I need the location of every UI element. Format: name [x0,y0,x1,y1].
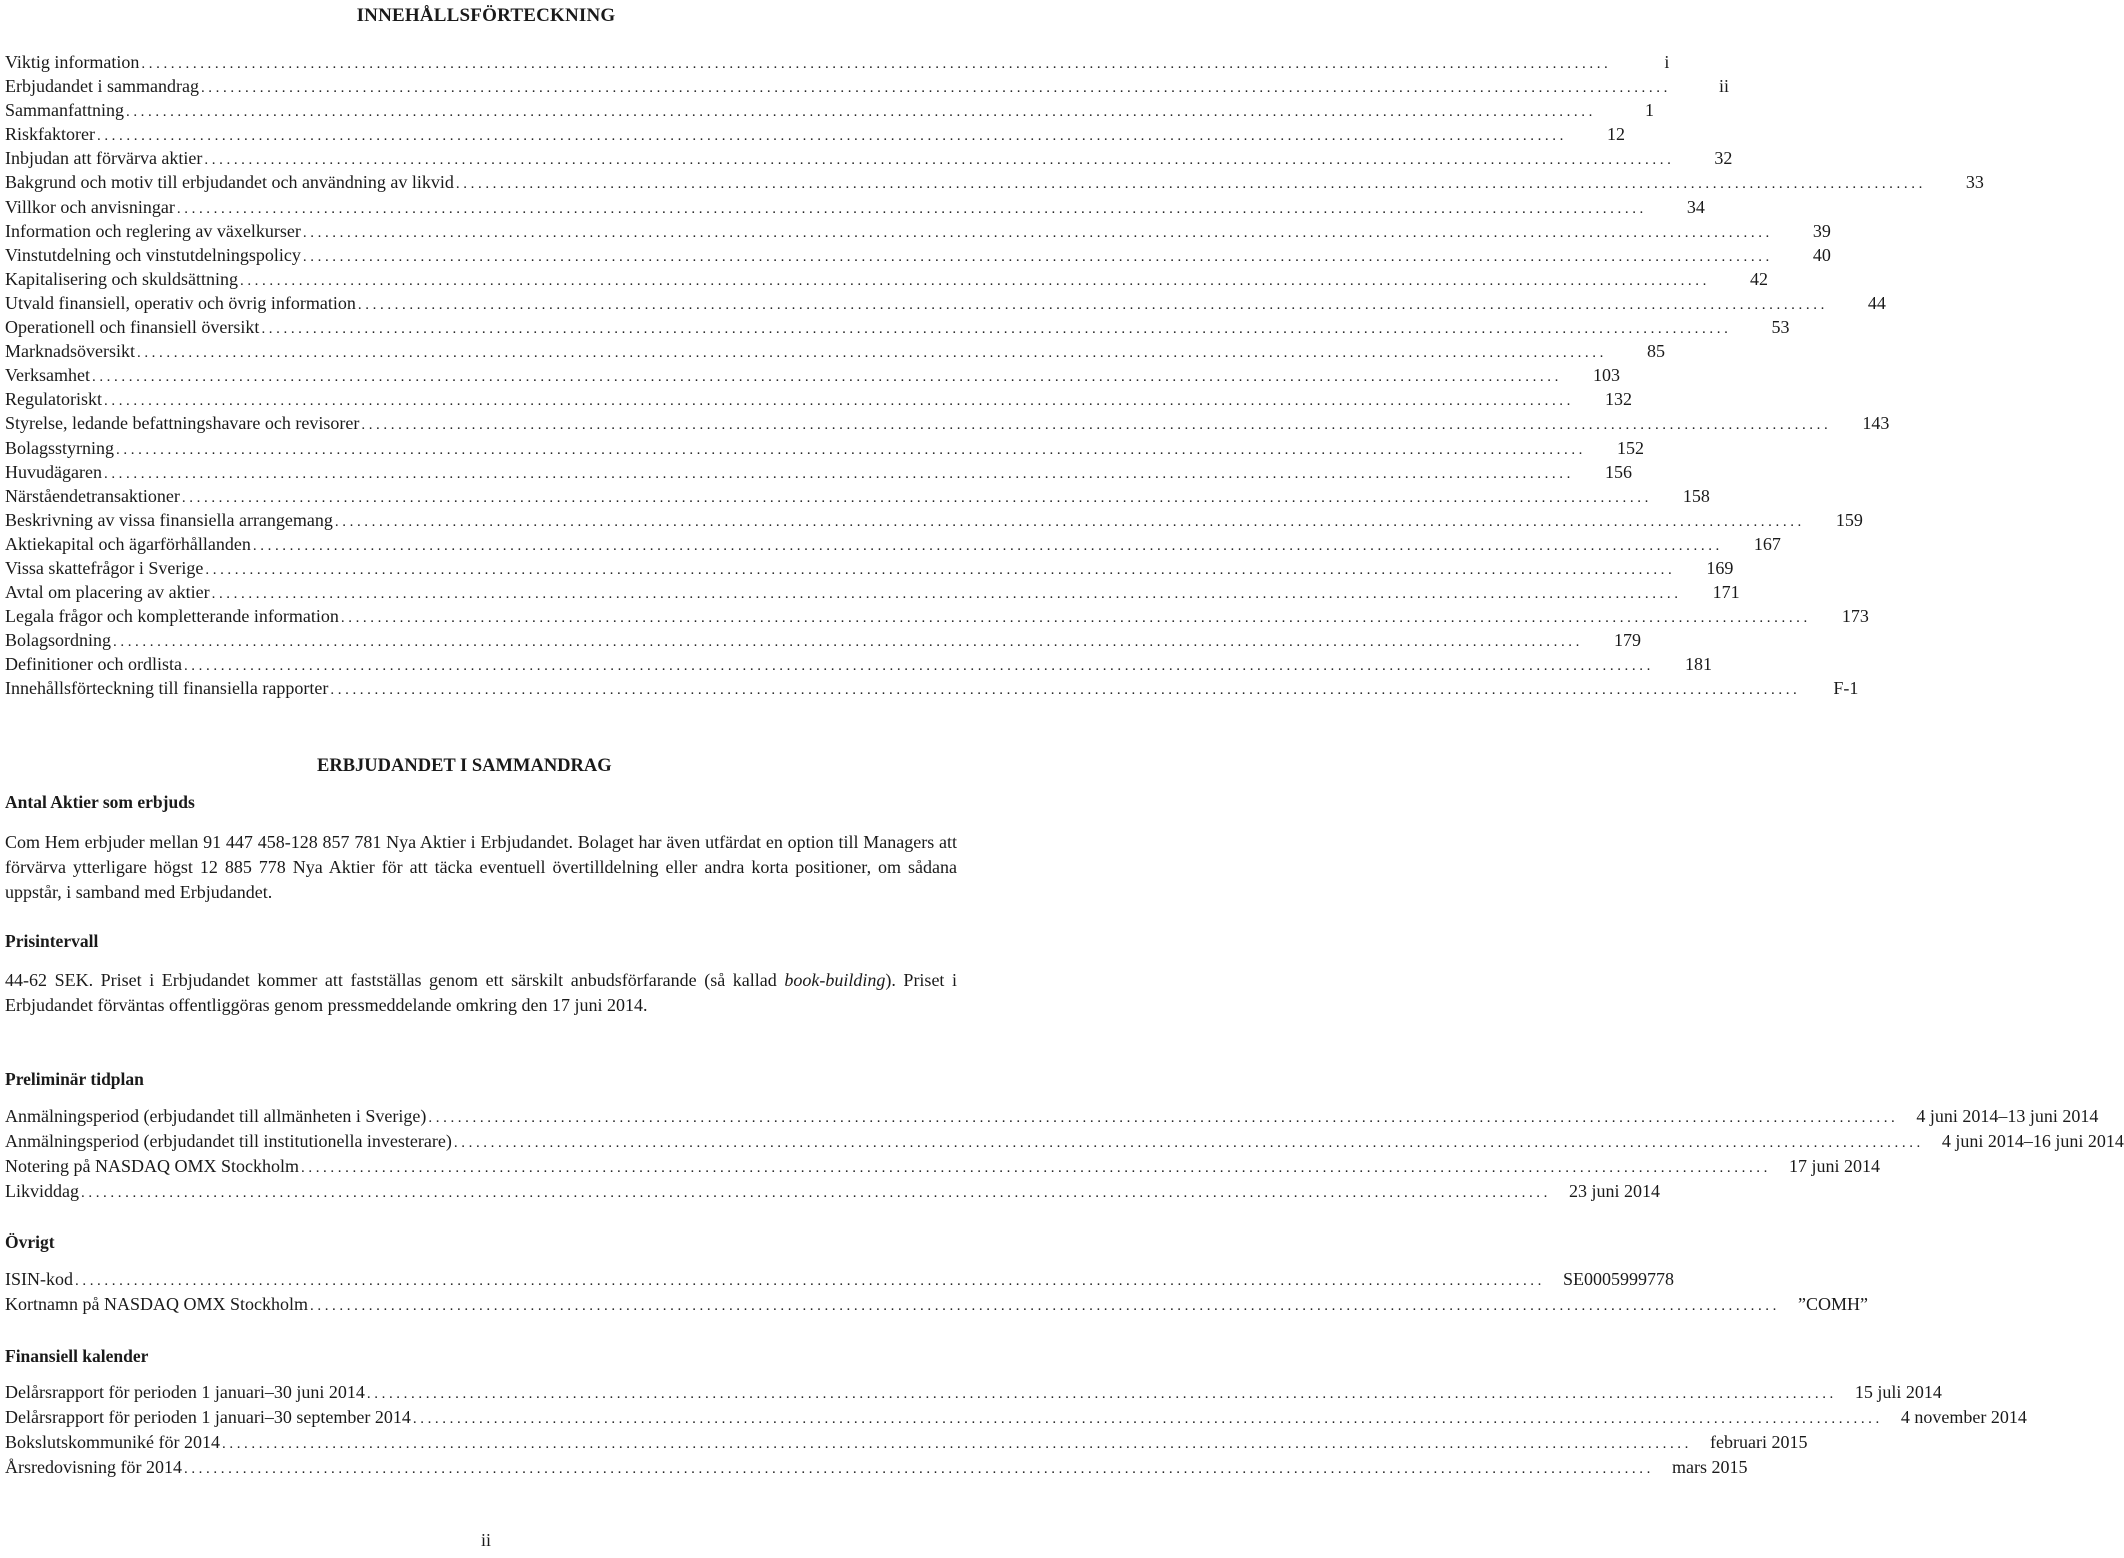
shares-heading: Antal Aktier som erbjuds [5,792,195,812]
dot-leader: ........................................................................................................................................................................................................ [183,658,1654,675]
timeline-value: 23 juni 2014 [1569,1181,1661,1201]
dot-leader: ........................................................................................................................................................................................................ [412,1411,1883,1427]
dot-leader: ........................................................................................................................................................................................................ [136,345,1607,362]
calendar-label: Delårsrapport för perioden 1 januari–30 september 2014 [5,1407,411,1427]
toc-entry-page: 152 [1617,437,1645,458]
toc-entry[interactable] [5,76,1729,100]
document-page [5,0,2124,1558]
calendar-value: 15 juli 2014 [1854,1382,1942,1402]
toc-entry-label: Aktiekapital och ägarförhållanden [5,533,251,554]
toc-entry[interactable] [5,654,1712,678]
summary-title: ERBJUDANDET I SAMMANDRAG [317,756,612,776]
toc-entry-label: Information och reglering av växelkurser [5,220,301,241]
toc-entry[interactable] [5,292,1886,317]
dot-leader: ........................................................................................................................................................................................................ [252,537,1723,554]
toc-entry-page: 85 [1646,341,1665,362]
toc-entry-page: 171 [1712,582,1740,603]
dot-leader: ........................................................................................................................................................................................................ [103,465,1574,482]
toc-entry[interactable] [5,582,1740,606]
toc-entry[interactable] [5,557,1734,582]
toc-entry-page: 103 [1592,365,1620,386]
dot-leader: ........................................................................................................................................................................................................ [361,417,1832,434]
other-table [5,1269,1868,1319]
dot-leader: ........................................................................................................................................................................................................ [113,634,1583,651]
toc-entry-label: Bolagsstyrning [5,437,115,458]
toc-entry[interactable] [5,244,1831,269]
toc-entry[interactable] [5,268,1768,293]
other-heading: Övrigt [5,1232,55,1252]
dot-leader: ........................................................................................................................................................................................................ [302,248,1773,265]
price-text-before: 44-62 SEK. Priset i Erbjudandet kommer att fastställas genom ett särskilt anbudsförfarande (så kallad [5,970,785,990]
timeline-table [5,1106,2124,1206]
toc-entry-label: Utvald finansiell, operativ och övrig information [5,292,356,313]
toc-entry-page: 167 [1753,533,1781,554]
dot-leader: ........................................................................................................................................................................................................ [428,1110,1899,1126]
toc-entry-page: 12 [1606,124,1625,145]
toc-entry[interactable] [5,606,1869,630]
price-paragraph [5,968,957,1018]
toc-entry[interactable] [5,485,1710,510]
price-text-after: ). Priset i Erbjudandet förväntas offentliggöras genom pressmeddelande omkring den 17 juni 2014. [5,970,958,1015]
calendar-table [5,1382,2027,1482]
toc-entry-label: Bakgrund och motiv till erbjudandet och användning av likvid [5,172,454,193]
toc-entry[interactable] [5,220,1831,245]
calendar-heading: Finansiell kalender [5,1346,149,1366]
toc-entry-page: 34 [1686,196,1705,217]
toc-entry[interactable] [5,413,1890,437]
toc-entry[interactable] [5,100,1654,124]
toc-entry-page: 173 [1841,606,1869,627]
toc-entry[interactable] [5,533,1781,558]
toc-entry-label: Inbjudan att förvärva aktier [5,148,203,169]
timeline-label: Anmälningsperiod (erbjudandet till institutionella investerare) [5,1131,452,1151]
toc-entry-page: 156 [1604,461,1632,482]
calendar-label: Årsredovisning för 2014 [5,1457,182,1477]
dot-leader: ........................................................................................................................................................................................................ [181,489,1652,506]
calendar-row [5,1382,1942,1407]
toc-entry-page: 132 [1605,389,1632,410]
toc-entry-label: Vinstutdelning och vinstutdelningspolicy [5,244,301,265]
timeline-row [5,1156,1881,1181]
toc-entry-page: ii [1718,76,1729,97]
page-number: ii [480,1530,491,1550]
toc-entry[interactable] [5,389,1632,413]
timeline-row [5,1131,2124,1156]
toc-entry-label: Villkor och anvisningar [5,196,175,217]
toc-entry[interactable] [5,196,1705,221]
toc-entry-page: 32 [1714,148,1733,169]
toc-entry-page: 40 [1812,244,1831,265]
toc-entry-label: Huvudägaren [5,461,102,482]
dot-leader: ........................................................................................................................................................................................................ [204,152,1675,169]
table-of-contents [5,52,1984,703]
dot-leader: ........................................................................................................................................................................................................ [334,513,1805,530]
toc-entry-label: Verksamhet [5,365,90,386]
calendar-row [5,1457,1748,1482]
calendar-row [5,1432,1808,1457]
toc-entry-label: Marknadsöversikt [5,341,135,362]
toc-entry-page: F-1 [1833,678,1859,699]
toc-entry-label: Erbjudandet i sammandrag [5,76,199,97]
dot-leader: ........................................................................................................................................................................................................ [239,272,1710,289]
toc-entry[interactable] [5,678,1859,702]
dot-leader: ........................................................................................................................................................................................................ [104,393,1574,410]
other-value: ”COMH” [1798,1294,1868,1314]
dot-leader: ........................................................................................................................................................................................................ [183,1461,1654,1477]
toc-entry-page: 39 [1812,220,1831,241]
timeline-label: Anmälningsperiod (erbjudandet till allmänheten i Sverige) [5,1106,427,1126]
dot-leader: ........................................................................................................................................................................................................ [310,1298,1780,1314]
toc-entry-label: Legala frågor och kompletterande information [5,606,339,627]
timeline-value: 17 juni 2014 [1789,1156,1881,1176]
dot-leader: ........................................................................................................................................................................................................ [96,128,1567,145]
toc-entry-page: 169 [1706,557,1734,578]
toc-entry-label: Operationell och finansiell översikt [5,317,260,338]
toc-entry[interactable] [5,124,1625,148]
toc-entry-label: Beskrivning av vissa finansiella arrangemang [5,509,333,530]
timeline-value: 4 juni 2014–13 juni 2014 [1916,1106,2099,1126]
toc-entry-label: Vissa skattefrågor i Sverige [5,557,204,578]
toc-entry[interactable] [5,172,1984,196]
toc-entry-page: 179 [1614,630,1641,651]
toc-entry[interactable] [5,461,1632,486]
timeline-heading: Preliminär tidplan [5,1069,144,1089]
timeline-label: Likviddag [5,1181,79,1201]
timeline-row [5,1181,1661,1206]
shares-paragraph: Com Hem erbjuder mellan 91 447 458-128 857 781 Nya Aktier i Erbjudandet. Bolaget har även utfärdat en option till Managers att förvärva ytterligare högst 12 885 778 Nya Aktier för att täcka eventuell övertilldelning eller andra korta positioner, om sådana uppstår, i samband med Erbjudandet. [5,832,957,902]
dot-leader: ........................................................................................................................................................................................................ [200,80,1671,97]
dot-leader: ........................................................................................................................................................................................................ [340,610,1811,627]
dot-leader: ........................................................................................................................................................................................................ [357,296,1828,313]
dot-leader: ........................................................................................................................................................................................................ [330,682,1801,699]
toc-entry-label: Närståendetransaktioner [5,485,180,506]
dot-leader: ........................................................................................................................................................................................................ [366,1386,1837,1402]
toc-entry[interactable] [5,437,1645,462]
toc-entry[interactable] [5,509,1863,534]
toc-entry-page: 159 [1835,509,1863,530]
toc-entry[interactable] [5,317,1790,341]
price-heading: Prisintervall [5,931,99,951]
toc-entry[interactable] [5,148,1733,172]
dot-leader: ........................................................................................................................................................................................................ [81,1185,1551,1201]
price-text-italic: book-building [784,970,886,990]
toc-entry[interactable] [5,630,1641,654]
dot-leader: ........................................................................................................................................................................................................ [222,1436,1692,1452]
toc-entry-label: Innehållsförteckning till finansiella rapporter [5,678,329,699]
dot-leader: ........................................................................................................................................................................................................ [141,56,1612,72]
dot-leader: ........................................................................................................................................................................................................ [91,369,1562,386]
toc-entry[interactable] [5,341,1665,365]
timeline-value: 4 juni 2014–16 juni 2014 [1941,1131,2124,1151]
calendar-value: februari 2015 [1710,1432,1808,1452]
toc-entry-page: 158 [1682,485,1710,506]
toc-entry-label: Kapitalisering och skuldsättning [5,268,238,289]
dot-leader: ........................................................................................................................................................................................................ [211,586,1682,603]
calendar-value: 4 november 2014 [1900,1407,2027,1427]
toc-entry-label: Bolagsordning [5,630,111,651]
timeline-row [5,1106,2099,1131]
toc-entry-page: 44 [1867,292,1886,313]
dot-leader: ........................................................................................................................................................................................................ [75,1273,1545,1289]
toc-entry-label: Avtal om placering av aktier [5,582,210,603]
other-label: ISIN-kod [5,1269,73,1289]
other-value: SE0005999778 [1563,1269,1675,1289]
toc-entry-label: Regulatoriskt [5,389,102,410]
calendar-label: Bokslutskommuniké för 2014 [5,1432,220,1452]
timeline-label: Notering på NASDAQ OMX Stockholm [5,1156,299,1176]
toc-entry-label: Riskfaktorer [5,124,95,145]
toc-entry-page: 33 [1965,172,1984,193]
dot-leader: ........................................................................................................................................................................................................ [176,200,1647,217]
dot-leader: ........................................................................................................................................................................................................ [261,321,1732,338]
dot-leader: ........................................................................................................................................................................................................ [302,224,1773,241]
toc-entry-label: Sammanfattning [5,100,124,121]
other-row [5,1269,1675,1294]
dot-leader: ........................................................................................................................................................................................................ [125,104,1596,121]
calendar-label: Delårsrapport för perioden 1 januari–30 juni 2014 [5,1382,365,1402]
other-label: Kortnamn på NASDAQ OMX Stockholm [5,1294,308,1314]
dot-leader: ........................................................................................................................................................................................................ [453,1135,1924,1151]
toc-entry-page: i [1664,52,1670,72]
toc-entry[interactable] [5,52,1670,76]
calendar-value: mars 2015 [1671,1457,1748,1477]
toc-entry-label: Styrelse, ledande befattningshavare och revisorer [5,413,360,434]
calendar-row [5,1407,2027,1432]
toc-entry-label: Viktig information [5,52,140,72]
toc-title: INNEHÅLLSFÖRTECKNING [356,5,616,26]
other-row [5,1294,1868,1319]
toc-entry-page: 1 [1644,100,1654,121]
toc-entry-label: Definitioner och ordlista [5,654,182,675]
dot-leader: ........................................................................................................................................................................................................ [116,441,1587,458]
toc-entry-page: 181 [1684,654,1712,675]
toc-entry-page: 42 [1749,268,1768,289]
toc-entry[interactable] [5,365,1620,389]
dot-leader: ........................................................................................................................................................................................................ [455,176,1926,193]
dot-leader: ........................................................................................................................................................................................................ [301,1160,1771,1176]
toc-entry-page: 53 [1771,317,1790,338]
toc-entry-page: 143 [1862,413,1890,434]
dot-leader: ........................................................................................................................................................................................................ [205,561,1676,578]
